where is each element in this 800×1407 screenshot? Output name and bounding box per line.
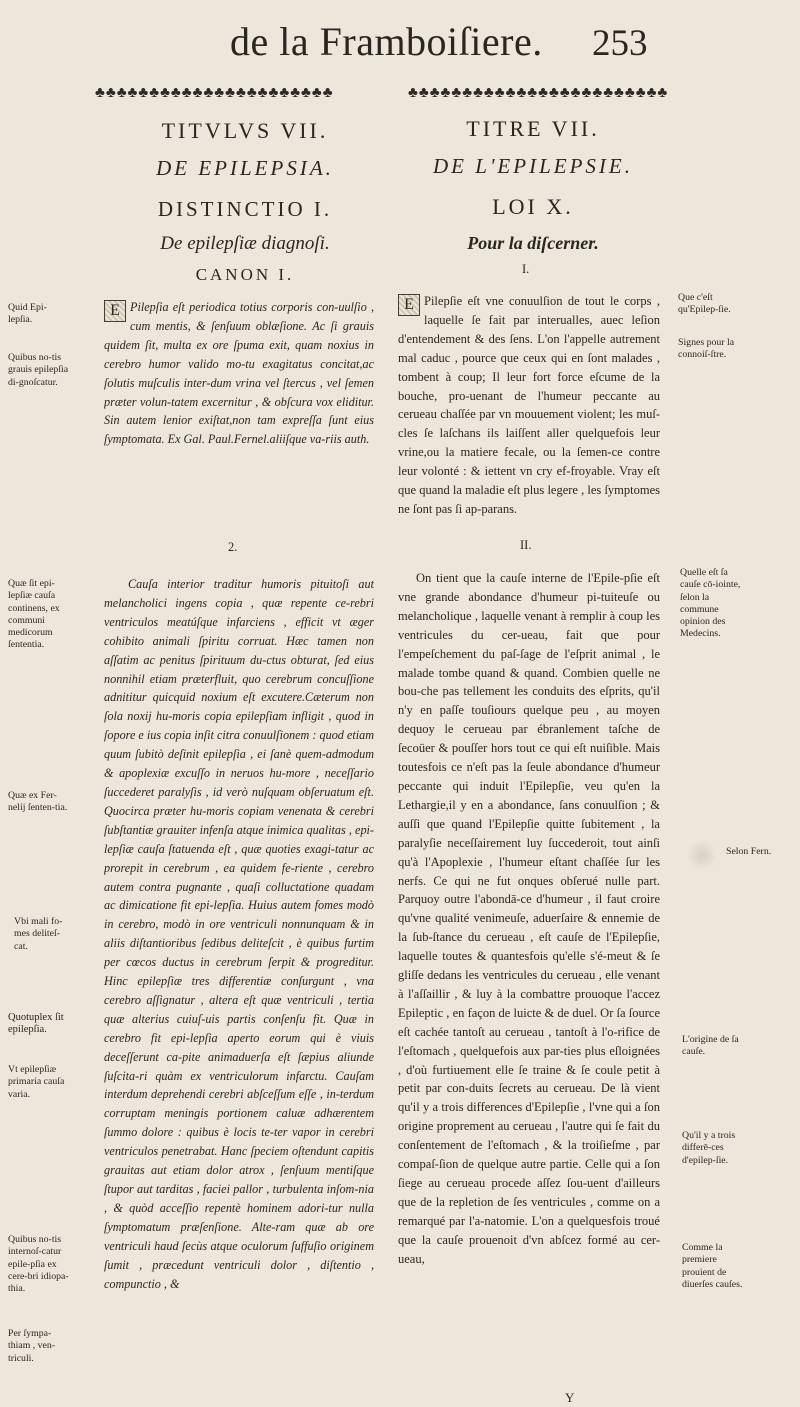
french-subtitle: DE L'EPILEPSIE.: [433, 154, 633, 178]
latin-title: TITVLVS VII.: [161, 118, 329, 143]
ornament-left: ♣♣♣♣♣♣♣♣♣♣♣♣♣♣♣♣♣♣♣♣♣♣: [95, 85, 334, 101]
latin-margin-note: Per ſympa-thiam , ven-triculi.: [8, 1328, 56, 1364]
latin-subtitle: DE EPILEPSIA.: [156, 156, 334, 180]
french-margin-note: Signes pour la connoiſ-ſtre.: [678, 337, 735, 361]
french-margin-note: Quelle eſt ſa cauſe cō-iointe, ſelon la commune opinion des Medecins.: [680, 567, 741, 640]
signature-mark: Y: [565, 1390, 575, 1405]
french-margin-note: L'origine de ſa cauſe.: [682, 1034, 739, 1058]
latin-margin-note: Quotuplex ſit epilepſia.: [8, 1012, 64, 1036]
french-heading: Pour la diſcerner.: [467, 233, 599, 253]
french-loi: LOI X.: [492, 194, 574, 219]
page-number: 253: [592, 23, 648, 64]
latin-paragraph-2: Cauſa interior traditur humoris pituitoſi aut melancholici ingens copia , quæ repente ce-rebri ventriculos meatúſque infarciens , efficit vt æger cohibito animali ſpiritu corruat. Hæc tamen non aſſatim ac penitus ſpirituum du-ctus obturat, ſed eius nonnihil etiam præterfluit, quo cerebrum concuſſione adnititur quicquid noxium eſt excutere.Cæterum non ſola noxij hu-moris copia epilepſiam infligit , quod in ſopore e ius copia inſit citra conuulſionem : quod etiam quum ſubitò deſinit epilepſia , ei ſanè quem-admodum & apoplexiæ excuſſo in neruos hu-more , neceſſario ſuccederet paralyſis , id verò nuſquam obſeruatum eſt. Quocirca præter hu-moris copiam venenata & cerebri ſubſtantiæ grauiter infenſa atque inimica qualitas , epi-lepſiæ cauſa ſtatuenda eſt , quæ quoties exagi-tatur ac prorepit in cerebrum , ea quidem fe-riente , cerebro autem contra pugnante , quaſi colluctatione quadam ac dimicatione fit epi-lepſia. Huius autem fomes modò in cerebro, modò in ore ventriculi nonnunquam & in aliis diſtantioribus ſedibus deliteſcit , è quibus furtim per cœcos ductus in cerebrum ſerpit & progreditur. Hinc epilepſiæ tres differentiæ conſurgunt , vna cerebro aſſignatur , altera eſt quæ ventriculi , tertia quæ alterius cuiuſ-uis partis conſenſu fit. Quæ in cerebro fit epi-lepſia aperto eorum qui è viuis deceſſerunt ca-pite animaduerſa eſt ſæpius aliunde ſuſcita-ri quàm ex ventriculorum infarctu. Cauſam interdum deprehendi cerebri abſceſſum eſſe , in-terdum corruptam meningis portionem caluæ adhærentem ſummo dolore : quibus è locis te-ter vapor in cerebri ventriculos penetrabat. Hanc ſpeciem oſtendunt capitis grauitas aut etiam dolor atrox , ſenſuum mentiſque ſtupor aut tarditas , faciei pallor , turbulenta inſom-nia , & quòd acceſſio repentè hominem adori-tur nulla ſymptomatum præſenſione. Alte-ram quæ ab ore ventriculi haud ſecùs atque oculorum ſuffuſio originem ſumit , præcedunt ventriculi dolor , diſtentio , compunctio , &: [104, 577, 374, 1291]
dropcap-e-icon: E: [104, 300, 126, 322]
latin-margin-note: Vt epilepſiæ primaria cauſa varia.: [8, 1064, 65, 1100]
latin-margin-note: Quæ ſit epi-lepſiæ cauſa continens, ex communi medicorum ſententia.: [8, 578, 60, 651]
latin-margin-note: Vbi mali fo-mes deliteſ-cat.: [14, 916, 63, 952]
latin-paragraph-1-text: Pilepſia eſt periodica totius corporis con-uulſio , cum mentis, & ſenſuum oblæſione. Ac ſi grauis quidem ſit, multa ex ore ſpuma exit, quam noxius in cerebro humor valido mo-tu exagitatus concitat,ac ſolutis muſculis inter-dum vrina vel ſtercus , vel ſemen præter volun-tatem excernitur , & obſcura vox eliditur. Sin autem lenior exiſtat,non tam expreſſa ſunt eius ſymptomata. Ex Gal. Paul.Fernel.aliiſque va-riis auth.: [104, 300, 374, 447]
paper-stain: [688, 838, 716, 872]
latin-heading: De epilepſiæ diagnoſi.: [160, 233, 330, 254]
running-head-title: de la Framboiſiere.: [230, 19, 543, 64]
latin-margin-note: Quibus no-tis internoſ-catur epile-pſia ex cere-bri idiopa-thia.: [8, 1234, 69, 1295]
latin-distinctio: DISTINCTIO I.: [157, 197, 333, 221]
french-margin-note: Comme la premiere prouient de diuerſes cauſes.: [682, 1242, 743, 1290]
french-paragraph-2: On tient que la cauſe interne de l'Epile-pſie eſt vne grande abondance d'humeur pi-tuiteuſe ou melancholique , laquelle venant à remplir à coup les ventricules du cer-ueau, fait que pour l'empeſchement du paſ-ſage de l'eſprit animal , le malade tombe quand & quand. Combien quelle ne bou-che pas tellement les conduits des eſprits, qu'il n'y en paſſe touſiours quelque peu , au moyen dequoy le cerueau par ébranlement taſche de ſecoüer & pouſſer hors tout ce qui eſt nuiſible. Mais toutesfois ce n'eſt pas la ſeule abondance d'humeur peccante qui induit l'Epilepſie, veu qu'en la Lethargie,il y en a abondance, ſans conuulſion ; & auſſi que quand l'Epilepſie quitte ſubitement , la paralyſie neceſſairement luy ſuccederoit, tout ainſi qu'à l'Apoplexie , l'humeur eſtant chaſſée ſur les nerfs. Ce qui ne fut onques obſerué nulle part. Parquoy outre l'abondā-ce d'humeur , il faut croire qu'vne qualité venimeuſe, aduerſaire & ennemie de la ſub-ſtance du cerueau , eſt cauſe de l'Epilepſie, laquelle toutes & quantesfois qu'elle s'é-meut & ſe gliſſe dedans les ventricules du cerueau , elle venant à l'aſſaillir , & luy à la combattre prouoque l'accez Epileptic , en façon de luicte & de duel. Or ſa ſource eſt cachée tantoſt au cerueau , tantoſt à l'o-rifice de l'eſtomach , quelquefois aux par-ties plus eſloignées , d'où furtiuement elle ſe traine & ſe coule petit à petit par con-duits ſecrets au cerueau. De là vient qu'il y a trois differences d'Epilepſie , l'vne qui a ſon origine proprement au cerueau , l'autre qui ſe fait du conſentement de l'eſtomach , & la troiſieſme , par compaſ-ſion de quelque autre partie. Celle qui a ſon ſiege au cerueau procede aſſez ſou-uent d'ailleurs que de la repletion de ſes ventricules , comme on a remarqué par l'a-natomie. L'on a quelquesfois troué que la cauſe prouenoit d'vn abſcez formé au cer-ueau,: [398, 571, 660, 1266]
running-head: [0, 18, 800, 68]
ornament-right: ♣♣♣♣♣♣♣♣♣♣♣♣♣♣♣♣♣♣♣♣♣♣♣♣: [408, 85, 669, 101]
french-margin-note: Qu'il y a trois differē-ces d'epilep-ſie.: [682, 1130, 736, 1166]
french-number-1: I.: [522, 262, 530, 276]
french-number-2: II.: [520, 538, 532, 552]
french-paragraph-1-text: Pilepſie eſt vne conuulſion de tout le corps , laquelle ſe fait par interualles, auec leſion d'entendement & des ſens. L'on l'appelle autrement mal caduc , pource que ceux qui en ſont malades , tombent à coup; Il leur fort force eſcume de la bouche, pro-uenant de l'humeur peccante au cerueau chaſſée par vn mouuement violent; les muſ-cles ſe laſchans ils laiſſent aller quelquefois leur vrine,ou la matiere fecale, ou la ſemen-ce contre leur volonté : & iettent vn cry ef-froyable. Vray eſt que quand la maladie eſt plus legere , les ſymptomes ne ſont pas ſi ap-parans.: [398, 294, 660, 516]
latin-number-2: 2.: [228, 540, 238, 554]
french-paragraph-1: [398, 292, 660, 542]
latin-paragraph-1: [104, 298, 374, 478]
latin-margin-note: Quid Epi-lepſia.: [8, 302, 47, 326]
latin-canon: CANON I.: [195, 265, 295, 284]
latin-margin-note: Quibus no-tis grauis epilepſia di-gnoſcatur.: [8, 352, 69, 388]
french-margin-note: Selon Fern.: [726, 846, 772, 857]
french-title: TITRE VII.: [466, 116, 600, 141]
french-margin-note: Que c'eſt qu'Epilep-ſie.: [678, 292, 731, 316]
latin-margin-note: Quæ ex Fer-nelij ſenten-tia.: [8, 790, 68, 814]
dropcap-e-icon-fr: E: [398, 294, 420, 316]
